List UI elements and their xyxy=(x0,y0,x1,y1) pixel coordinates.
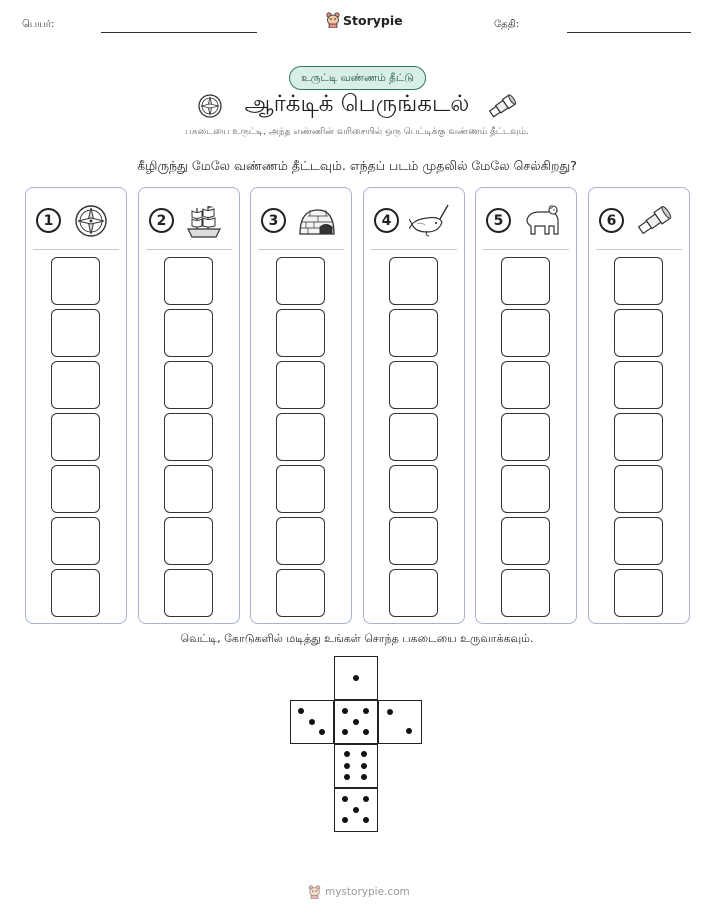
color-box[interactable] xyxy=(501,517,550,565)
color-box[interactable] xyxy=(614,257,663,305)
color-box[interactable] xyxy=(501,465,550,513)
die-face-2 xyxy=(378,700,422,744)
color-box[interactable] xyxy=(164,569,213,617)
column-divider xyxy=(483,249,569,250)
color-box[interactable] xyxy=(164,309,213,357)
color-box[interactable] xyxy=(51,413,100,461)
color-box[interactable] xyxy=(501,569,550,617)
color-box[interactable] xyxy=(389,257,438,305)
brand-logo xyxy=(326,12,403,28)
die-pip xyxy=(363,796,369,802)
telescope-icon xyxy=(634,202,674,240)
color-box[interactable] xyxy=(614,465,663,513)
color-box[interactable] xyxy=(51,257,100,305)
die-pip xyxy=(298,708,304,714)
color-box[interactable] xyxy=(51,361,100,409)
die-pip xyxy=(361,774,367,780)
color-box[interactable] xyxy=(51,465,100,513)
color-box[interactable] xyxy=(51,517,100,565)
subtitle: பகடையை உருட்டி, அந்த எண்ணின் வரிசையில் ஒரு பெட்டிக்கு வண்ணம் தீட்டவும். xyxy=(185,127,529,137)
ship-icon xyxy=(184,202,224,240)
narwhal-icon xyxy=(409,202,449,240)
brand-name: Storypie xyxy=(343,12,403,28)
color-box[interactable] xyxy=(614,517,663,565)
color-box[interactable] xyxy=(389,465,438,513)
die-face-5 xyxy=(334,788,378,832)
die-face-5 xyxy=(334,700,378,744)
color-box[interactable] xyxy=(51,569,100,617)
column-divider xyxy=(371,249,457,250)
die-face-1 xyxy=(334,656,378,700)
color-box[interactable] xyxy=(614,309,663,357)
color-box[interactable] xyxy=(614,413,663,461)
die-pip xyxy=(319,729,325,735)
die-face-3 xyxy=(290,700,334,744)
die-pip xyxy=(363,817,369,823)
die-pip xyxy=(342,729,348,735)
die-pip xyxy=(309,719,315,725)
name-line xyxy=(101,32,257,33)
column-number: 2 xyxy=(149,208,174,233)
column-4 xyxy=(363,187,465,624)
footer-url: mystorypie.com xyxy=(325,886,410,898)
die-face-6 xyxy=(334,744,378,788)
column-5 xyxy=(475,187,577,624)
die-pip xyxy=(342,817,348,823)
date-line xyxy=(567,32,691,33)
column-header xyxy=(476,188,576,250)
color-box[interactable] xyxy=(501,257,550,305)
die-pip xyxy=(344,763,350,769)
color-box[interactable] xyxy=(164,465,213,513)
color-box[interactable] xyxy=(276,257,325,305)
color-box[interactable] xyxy=(164,517,213,565)
die-pip xyxy=(363,729,369,735)
die-pip xyxy=(353,807,359,813)
storypie-mascot-icon xyxy=(326,12,340,28)
column-header xyxy=(589,188,689,250)
color-box[interactable] xyxy=(389,361,438,409)
color-box[interactable] xyxy=(276,309,325,357)
color-box[interactable] xyxy=(501,309,550,357)
color-box[interactable] xyxy=(276,361,325,409)
page-title: ஆர்க்டிக் பெருங்கடல் xyxy=(244,91,470,117)
color-box[interactable] xyxy=(164,257,213,305)
column-number: 5 xyxy=(486,208,511,233)
column-header xyxy=(251,188,351,250)
color-box[interactable] xyxy=(164,361,213,409)
storypie-mascot-icon xyxy=(308,885,321,899)
die-pip xyxy=(361,751,367,757)
color-box[interactable] xyxy=(501,413,550,461)
color-box[interactable] xyxy=(501,361,550,409)
color-box[interactable] xyxy=(51,309,100,357)
column-header xyxy=(26,188,126,250)
column-1 xyxy=(25,187,127,624)
column-divider xyxy=(596,249,682,250)
activity-badge: உருட்டி வண்ணம் தீட்டு xyxy=(289,66,426,90)
column-number: 6 xyxy=(599,208,624,233)
date-label: தேதி: xyxy=(494,19,520,30)
column-number: 4 xyxy=(374,208,399,233)
die-pip xyxy=(353,719,359,725)
die-pip xyxy=(342,708,348,714)
footer xyxy=(308,885,410,899)
color-box[interactable] xyxy=(276,465,325,513)
die-pip xyxy=(363,708,369,714)
die-pip xyxy=(344,774,350,780)
column-2 xyxy=(138,187,240,624)
column-divider xyxy=(146,249,232,250)
column-divider xyxy=(258,249,344,250)
column-header xyxy=(364,188,464,250)
column-divider xyxy=(33,249,119,250)
column-header xyxy=(139,188,239,250)
column-3 xyxy=(250,187,352,624)
igloo-icon xyxy=(296,202,336,240)
telescope-icon xyxy=(486,92,518,120)
color-box[interactable] xyxy=(389,413,438,461)
color-box[interactable] xyxy=(389,569,438,617)
die-pip xyxy=(344,751,350,757)
die-pip xyxy=(387,709,393,715)
instruction: கீழிருந்து மேலே வண்ணம் தீட்டவும். எந்தப் படம் முதலில் மேலே செல்கிறது? xyxy=(137,158,577,173)
color-box[interactable] xyxy=(614,361,663,409)
compass-icon xyxy=(71,202,111,240)
column-number: 1 xyxy=(36,208,61,233)
name-label: பெயர்: xyxy=(22,19,55,30)
color-box[interactable] xyxy=(389,517,438,565)
polar-bear-icon xyxy=(521,202,561,240)
die-pip xyxy=(361,763,367,769)
color-box[interactable] xyxy=(276,517,325,565)
color-box[interactable] xyxy=(276,413,325,461)
column-number: 3 xyxy=(261,208,286,233)
die-pip xyxy=(353,675,359,681)
die-pip xyxy=(406,728,412,734)
color-box[interactable] xyxy=(164,413,213,461)
column-6 xyxy=(588,187,690,624)
color-box[interactable] xyxy=(276,569,325,617)
color-box[interactable] xyxy=(614,569,663,617)
color-box[interactable] xyxy=(389,309,438,357)
die-pip xyxy=(342,796,348,802)
cut-instruction: வெட்டி, கோடுகளில் மடித்து உங்கள் சொந்த பகடையை உருவாக்கவும். xyxy=(180,632,534,645)
